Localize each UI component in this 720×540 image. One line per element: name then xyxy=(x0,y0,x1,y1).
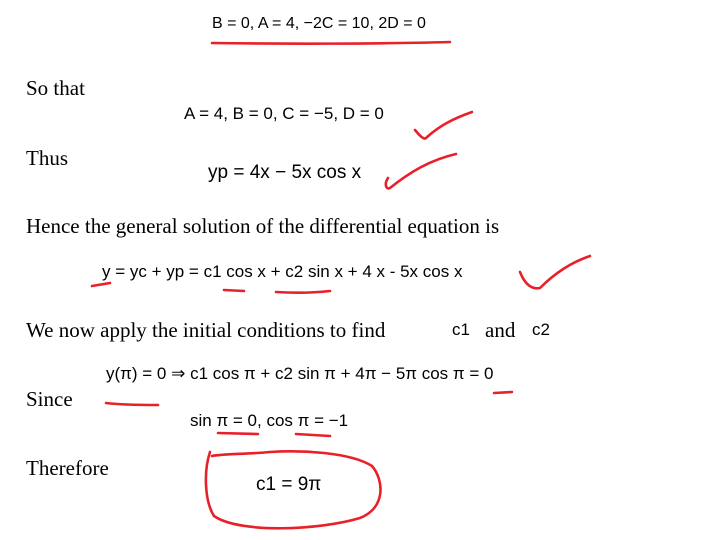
underline-c2 xyxy=(276,291,330,293)
checkmark-solution xyxy=(415,112,472,139)
particular-solution-equation: yp = 4x − 5x cos x xyxy=(208,162,362,183)
c2-symbol: c2 xyxy=(532,320,550,339)
trig-values-equation: sin π = 0, cos π = −1 xyxy=(190,411,349,430)
result-equation: c1 = 9π xyxy=(256,474,322,495)
thus-label: Thus xyxy=(26,146,68,170)
initial-condition-equation: y(π) = 0 ⇒ c1 cos π + c2 sin π + 4π − 5π cos π = 0 xyxy=(106,364,494,383)
since-label: Since xyxy=(26,387,73,411)
c1-symbol: c1 xyxy=(452,320,470,339)
underline-since xyxy=(106,403,158,405)
so-that-label: So that xyxy=(26,76,85,100)
and-text: and xyxy=(485,318,516,342)
checkmark-particular xyxy=(386,154,456,188)
underline-cos-pi xyxy=(296,434,330,436)
coefficients-equation: B = 0, A = 4, −2C = 10, 2D = 0 xyxy=(212,15,426,32)
underline-y xyxy=(92,283,110,286)
checkmark-general xyxy=(520,256,590,288)
therefore-label: Therefore xyxy=(26,456,109,480)
general-solution-equation: y = yc + yp = c1 cos x + c2 sin x + 4 x - 5x cos x xyxy=(102,262,463,281)
mark-equals-zero xyxy=(494,392,512,393)
underline-c1 xyxy=(224,290,244,291)
underline-sin-pi xyxy=(218,433,258,434)
underline-coefficients xyxy=(212,42,450,44)
solution-equation: A = 4, B = 0, C = −5, D = 0 xyxy=(184,104,384,123)
hence-text: Hence the general solution of the differential equation is xyxy=(26,214,500,238)
apply-conditions-text: We now apply the initial conditions to find xyxy=(26,318,386,342)
